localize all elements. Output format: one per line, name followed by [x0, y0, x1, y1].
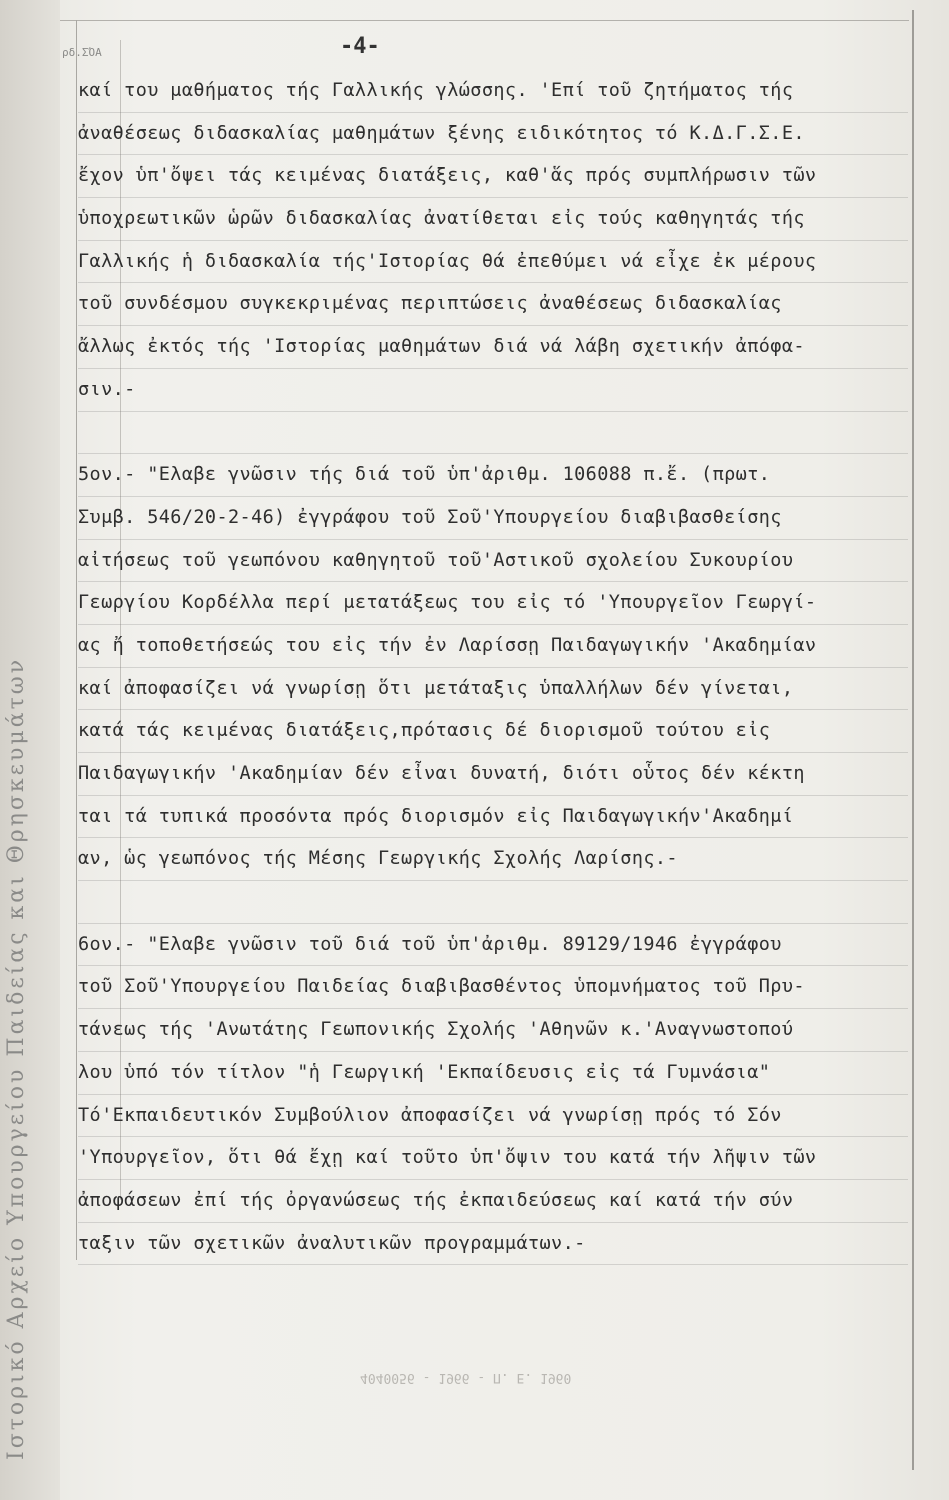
- text-line: κατά τάς κειμένας διατάξεις,πρότασις δέ διορισμοῦ τούτου εἰς: [78, 710, 908, 753]
- text-line: ται τά τυπικά προσόντα πρός διορισμόν εἰς Παιδαγωγικήν'Ακαδημί: [78, 796, 908, 839]
- text-line: σιν.-: [78, 369, 908, 412]
- spine-stamp-text: Ιστορικό Αρχείο Υπουργείου Παιδείας και Θρησκευμάτων: [4, 656, 29, 1460]
- text-line: λου ὑπό τόν τίτλον "ἡ Γεωργική 'Εκπαίδευσις εἰς τά Γυμνάσια": [78, 1052, 908, 1095]
- footer-bleedthrough-stamp: 4040056 - 1966 - Π. Ε. 1960: [360, 1370, 572, 1385]
- binding-strip: [0, 0, 60, 1500]
- text-line: καί ἀποφασίζει νά γνωρίσῃ ὅτι μετάταξις ὑπαλλήλων δέν γίνεται,: [78, 668, 908, 711]
- right-rule: [912, 10, 914, 1470]
- text-line: ὑποχρεωτικῶν ὡρῶν διδασκαλίας ἀνατίθεται εἰς τούς καθηγητάς τής: [78, 198, 908, 241]
- text-line: τοῦ Σοῦ'Υπουργείου Παιδείας διαβιβασθέντος ὑπομνήματος τοῦ Πρυ-: [78, 966, 908, 1009]
- text-line: αἰτήσεως τοῦ γεωπόνου καθηγητοῦ τοῦ'Αστικοῦ σχολείου Συκουρίου: [78, 540, 908, 583]
- text-line: 'Υπουργεῖον, ὅτι θά ἔχῃ καί τοῦτο ὑπ'ὄψιν του κατά τήν λῆψιν τῶν: [78, 1137, 908, 1180]
- text-line: 5ον.- "Ελαβε γνῶσιν τής διά τοῦ ὑπ'ἀριθμ. 106088 π.ἔ. (πρωτ.: [78, 454, 908, 497]
- text-line: ἄλλως ἐκτός τής 'Ιστορίας μαθημάτων διά νά λάβη σχετικήν ἀπόφα-: [78, 326, 908, 369]
- text-line: Συμβ. 546/20-2-46) ἐγγράφου τοῦ Σοῦ'Υπουργείου διαβιβασθείσης: [78, 497, 908, 540]
- text-line: αν, ὡς γεωπόνος τής Μέσης Γεωργικής Σχολής Λαρίσης.-: [78, 838, 908, 881]
- reference-mark: ρδ.ΣΌΑ: [62, 46, 102, 59]
- text-line: Παιδαγωγικήν 'Ακαδημίαν δέν εἶναι δυνατή, διότι οὗτος δέν κέκτη: [78, 753, 908, 796]
- margin-line: [76, 20, 77, 1260]
- text-line: Γεωργίου Κορδέλλα περί μετατάξεως του εἰς τό 'Υπουργεῖον Γεωργί-: [78, 582, 908, 625]
- text-line: ας ἤ τοποθετήσεώς του εἰς τήν ἐν Λαρίσσῃ Παιδαγωγικήν 'Ακαδημίαν: [78, 625, 908, 668]
- typed-text-block: [78, 70, 908, 1265]
- text-line: 6ον.- "Ελαβε γνῶσιν τοῦ διά τοῦ ὑπ'ἀριθμ. 89129/1946 ἐγγράφου: [78, 924, 908, 967]
- text-line: ἀποφάσεων ἐπί τής ὀργανώσεως τής ἐκπαιδεύσεως καί κατά τήν σύν: [78, 1180, 908, 1223]
- text-line: Γαλλικής ἡ διδασκαλία τής'Ιστορίας θά ἐπεθύμει νά εἶχε ἐκ μέρους: [78, 241, 908, 284]
- text-line: τοῦ συνδέσμου συγκεκριμένας περιπτώσεις ἀναθέσεως διδασκαλίας: [78, 283, 908, 326]
- text-line: Τό'Εκπαιδευτικόν Συμβούλιον ἀποφασίζει νά γνωρίσῃ πρός τό Σόν: [78, 1095, 908, 1138]
- text-line: ἔχον ὑπ'ὄψει τάς κειμένας διατάξεις, καθ'ἅς πρός συμπλήρωσιν τῶν: [78, 155, 908, 198]
- text-line: καί του μαθήματος τής Γαλλικής γλώσσης. 'Επί τοῦ ζητήματος τής: [78, 70, 908, 113]
- blank-line: [78, 412, 908, 455]
- text-line: ταξιν τῶν σχετικῶν ἀναλυτικῶν προγραμμάτων.-: [78, 1223, 908, 1266]
- text-line: ἀναθέσεως διδασκαλίας μαθημάτων ξένης ειδικότητος τό Κ.Δ.Γ.Σ.Ε.: [78, 113, 908, 156]
- text-line: τάνεως τής 'Ανωτάτης Γεωπονικής Σχολής 'Αθηνῶν κ.'Αναγνωστοπού: [78, 1009, 908, 1052]
- top-rule: [60, 20, 909, 21]
- blank-line: [78, 881, 908, 924]
- page-number: -4-: [340, 34, 380, 59]
